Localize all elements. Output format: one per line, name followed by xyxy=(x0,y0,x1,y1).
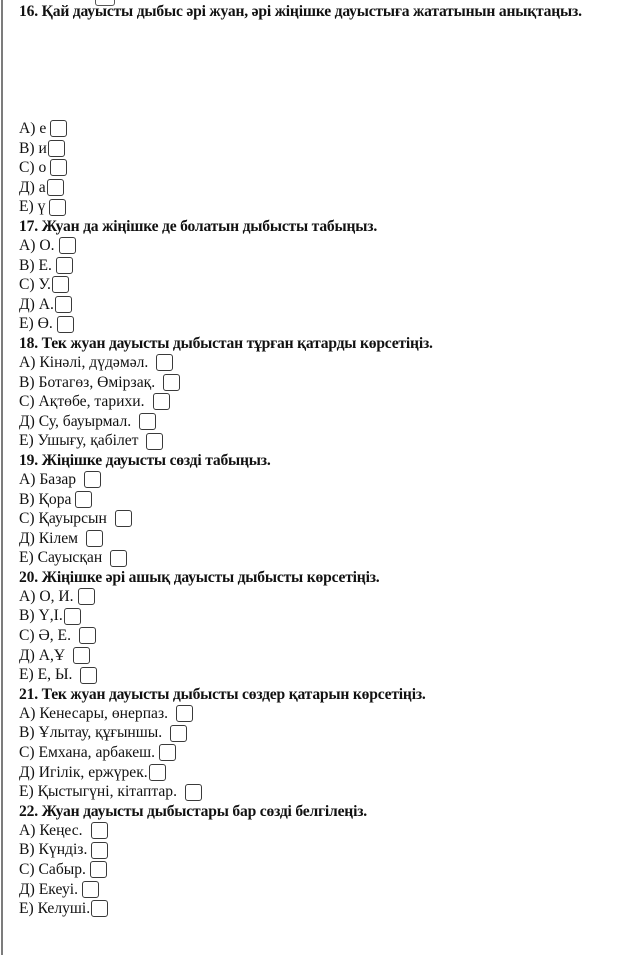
option-label: С) У. xyxy=(19,276,51,294)
answer-option[interactable] xyxy=(19,158,609,178)
answer-checkbox[interactable] xyxy=(56,257,73,274)
answer-option[interactable] xyxy=(19,490,609,510)
answer-option[interactable] xyxy=(19,606,609,626)
answer-checkbox[interactable] xyxy=(153,393,170,410)
question-19 xyxy=(19,451,609,568)
answer-checkbox[interactable] xyxy=(55,296,72,313)
option-label: С) о xyxy=(19,159,47,177)
question-text: Тек жуан дауысты дыбысты сөздер қатарын көрсетіңіз. xyxy=(41,685,426,703)
answer-option[interactable] xyxy=(19,509,609,529)
option-label: А) О. xyxy=(19,236,55,254)
blank-space xyxy=(19,22,609,119)
option-label: Д) Кілем xyxy=(19,529,79,547)
answer-checkbox[interactable] xyxy=(73,647,90,664)
answer-checkbox[interactable] xyxy=(146,433,163,450)
answer-option[interactable] xyxy=(19,412,609,432)
question-number: 16. xyxy=(19,3,38,20)
option-label: Е) ү xyxy=(19,198,46,216)
answer-checkbox[interactable] xyxy=(75,491,92,508)
answer-checkbox[interactable] xyxy=(48,140,65,157)
answer-option[interactable] xyxy=(19,548,609,568)
answer-option[interactable] xyxy=(19,431,609,451)
answer-checkbox[interactable] xyxy=(185,784,202,801)
answer-option[interactable] xyxy=(19,197,609,217)
option-label: Д) А. xyxy=(19,295,54,313)
question-text: Жуан дауысты дыбыстары бар сөзді белгілеңіз. xyxy=(41,802,367,820)
question-number: 19. xyxy=(19,451,38,469)
answer-checkbox[interactable] xyxy=(156,354,173,371)
question-18 xyxy=(19,334,609,451)
option-label: В) и xyxy=(19,139,47,157)
question-title xyxy=(19,685,609,704)
question-number: 17. xyxy=(19,217,38,235)
answer-option[interactable] xyxy=(19,899,609,919)
option-label: В) Ү,І. xyxy=(19,607,63,625)
answer-checkbox[interactable] xyxy=(50,159,67,176)
option-label: С) Ақтөбе, тарихи. xyxy=(19,393,145,411)
answer-checkbox[interactable] xyxy=(110,550,127,567)
option-label: С) Емхана, арбакеш. xyxy=(19,744,156,762)
option-label: В) Ботагөз, Өмірзақ. xyxy=(19,373,156,391)
answer-checkbox[interactable] xyxy=(159,744,176,761)
option-label: А) е xyxy=(19,120,47,137)
answer-checkbox[interactable] xyxy=(50,120,67,137)
answer-option[interactable] xyxy=(19,256,609,276)
option-label: С) Қауырсын xyxy=(19,510,107,528)
question-number: 21. xyxy=(19,685,38,703)
question-title xyxy=(19,568,609,587)
answer-checkbox[interactable] xyxy=(47,179,64,196)
answer-option[interactable] xyxy=(19,353,609,373)
answer-option[interactable] xyxy=(19,743,609,763)
answer-option[interactable] xyxy=(19,275,609,295)
answer-option[interactable] xyxy=(19,723,609,743)
question-text: Тек жуан дауысты дыбыстан тұрған қатарды көрсетіңіз. xyxy=(41,334,433,352)
option-label: В) Е. xyxy=(19,256,52,274)
option-label: В) Қора xyxy=(19,490,72,508)
answer-option[interactable] xyxy=(19,139,609,159)
option-label: А) Кенесары, өнерпаз. xyxy=(19,704,169,722)
question-20 xyxy=(19,568,609,685)
answer-option[interactable] xyxy=(19,821,609,841)
option-label: Д) Екеуі. xyxy=(19,880,79,898)
option-label: Е) Ө. xyxy=(19,315,53,333)
option-label: В) Күндіз. xyxy=(19,841,88,859)
answer-option[interactable] xyxy=(19,665,609,685)
answer-option[interactable] xyxy=(19,295,609,315)
question-number: 18. xyxy=(19,334,38,352)
option-label: А) О, И. xyxy=(19,587,74,605)
answer-option[interactable] xyxy=(19,236,609,256)
option-label: С) Ә, Е. xyxy=(19,627,71,645)
answer-checkbox[interactable] xyxy=(139,413,156,430)
question-title xyxy=(19,451,609,470)
answer-option[interactable] xyxy=(19,373,609,393)
question-number: 22. xyxy=(19,802,38,820)
answer-checkbox[interactable] xyxy=(91,900,108,917)
question-21 xyxy=(19,685,609,802)
option-label: А) Кеңес. xyxy=(19,821,83,839)
answer-option[interactable] xyxy=(19,587,609,607)
question-title xyxy=(19,802,609,821)
answer-checkbox[interactable] xyxy=(82,881,99,898)
answer-checkbox[interactable] xyxy=(57,316,74,333)
option-label: В) Ұлытау, құғыншы. xyxy=(19,724,163,742)
answer-option[interactable] xyxy=(19,782,609,802)
option-label: Д) Су, бауырмал. xyxy=(19,412,132,430)
option-label: Е) Сауысқан xyxy=(19,549,103,567)
option-label: Е) Келуші. xyxy=(19,900,91,918)
answer-checkbox[interactable] xyxy=(163,374,180,391)
answer-option[interactable] xyxy=(19,470,609,490)
answer-option[interactable] xyxy=(19,178,609,198)
answer-checkbox[interactable] xyxy=(176,705,193,722)
answer-option[interactable] xyxy=(19,119,609,139)
answer-option[interactable] xyxy=(19,880,609,900)
answer-checkbox[interactable] xyxy=(170,725,187,742)
option-label: А) Базар xyxy=(19,470,77,488)
answer-checkbox[interactable] xyxy=(78,588,95,605)
option-label: Е) Ушығу, қабілет xyxy=(19,432,139,450)
left-margin-line xyxy=(1,0,3,955)
answer-option[interactable] xyxy=(19,314,609,334)
question-text: Жіңішке әрі ашық дауысты дыбысты көрсетіңіз. xyxy=(41,568,380,586)
question-text: Жуан да жіңішке де болатын дыбысты табыңыз. xyxy=(41,217,378,235)
answer-option[interactable] xyxy=(19,860,609,880)
answer-option[interactable] xyxy=(19,392,609,412)
question-16 xyxy=(19,2,609,217)
question-title xyxy=(19,334,609,353)
answer-checkbox[interactable] xyxy=(115,510,132,527)
answer-checkbox[interactable] xyxy=(80,667,97,684)
option-label: С) Сабыр. xyxy=(19,861,86,878)
answer-checkbox[interactable] xyxy=(64,608,81,625)
option-label: А) Кінәлі, дүдәмәл. xyxy=(19,353,149,371)
question-17 xyxy=(19,217,609,334)
answer-checkbox[interactable] xyxy=(52,276,69,293)
answer-option[interactable] xyxy=(19,763,609,783)
answer-checkbox[interactable] xyxy=(49,199,66,216)
question-text: Қай дауысты дыбыс әрі жуан, әрі жіңішке дауыстыға жататынын анықтаңыз. xyxy=(41,3,582,20)
question-title xyxy=(19,217,609,236)
question-title xyxy=(19,2,594,22)
answer-checkbox[interactable] xyxy=(91,842,108,859)
question-list xyxy=(19,2,609,919)
question-text: Жіңішке дауысты сөзді табыңыз. xyxy=(41,451,271,469)
answer-option[interactable] xyxy=(19,646,609,666)
answer-checkbox[interactable] xyxy=(59,237,76,254)
option-label: Д) А,Ұ xyxy=(19,646,66,664)
answer-option[interactable] xyxy=(19,626,609,646)
question-number: 20. xyxy=(19,568,38,586)
option-label: Д) Игілік, ержүрек. xyxy=(19,763,148,781)
answer-checkbox[interactable] xyxy=(79,627,96,644)
answer-checkbox[interactable] xyxy=(91,822,108,839)
answer-option[interactable] xyxy=(19,840,609,860)
answer-checkbox[interactable] xyxy=(84,471,101,488)
option-label: Е) Қыстыгүні, кітаптар. xyxy=(19,783,177,801)
answer-option[interactable] xyxy=(19,704,609,724)
option-label: Е) Е, Ы. xyxy=(19,666,73,684)
question-22 xyxy=(19,802,609,919)
answer-checkbox[interactable] xyxy=(86,530,103,547)
answer-checkbox[interactable] xyxy=(149,764,166,781)
answer-checkbox[interactable] xyxy=(90,861,107,878)
answer-option[interactable] xyxy=(19,529,609,549)
option-label: Д) а xyxy=(19,178,46,196)
